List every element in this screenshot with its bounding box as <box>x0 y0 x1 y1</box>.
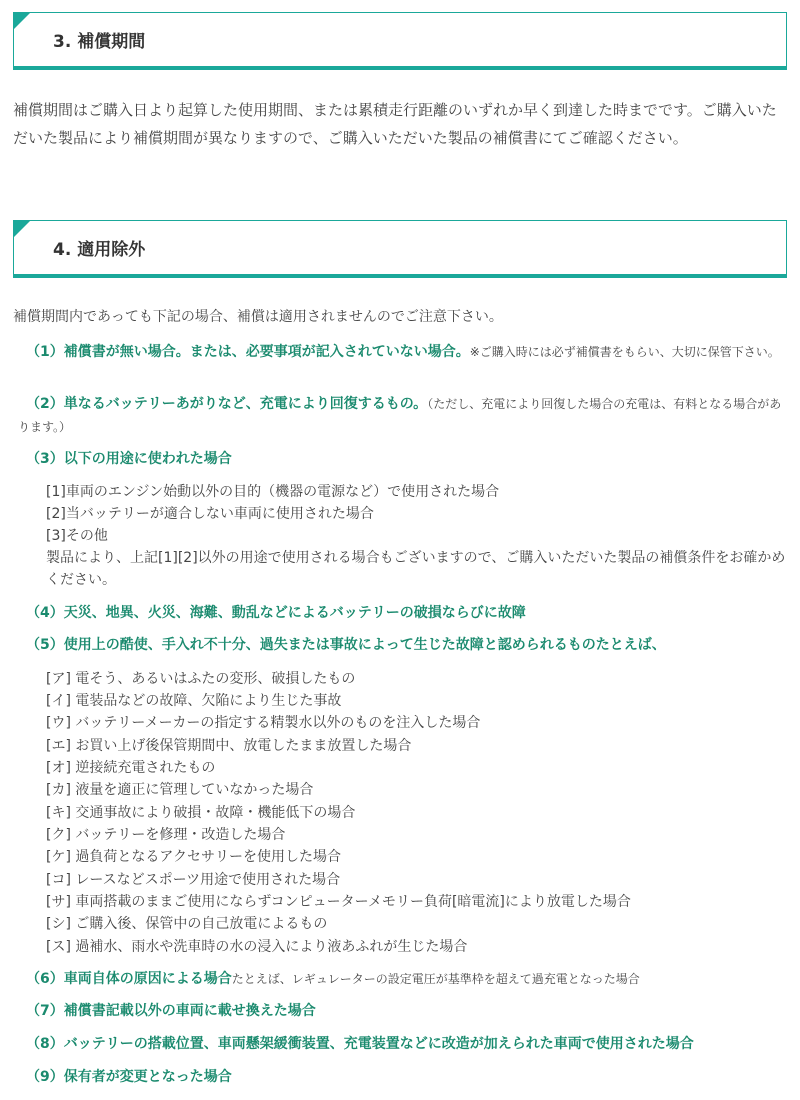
exclusion-item-3 <box>26 448 788 471</box>
exclusion-item-5 <box>26 634 788 657</box>
item-8-heading: （8）バッテリーの搭載位置、車両懸架緩衝装置、充電装置などに改造が加えられた車両で使用された場合 <box>26 1036 694 1052</box>
item-5-sub-i: [イ] 電装品などの故障、欠陥により生じた事故 <box>46 693 342 709</box>
item-7-heading: （7）補償書記載以外の車両に載せ換えた場合 <box>26 1003 316 1019</box>
item-5-sub-ka: [カ] 液量を適正に管理していなかった場合 <box>46 782 314 798</box>
exclusion-item-1 <box>18 341 788 364</box>
item-5-sub-u: [ウ] バッテリーメーカーの指定する精製水以外のものを注入した場合 <box>46 715 481 731</box>
section-4-heading <box>13 220 787 278</box>
exclusion-item-7 <box>26 1000 788 1023</box>
section-3-title: 3. 補償期間 <box>53 32 146 52</box>
exclusion-item-2 <box>18 393 788 439</box>
item-2-heading: （2）単なるバッテリーあがりなど、充電により回復するもの。 <box>26 396 428 412</box>
item-5-sub-ki: [キ] 交通事故により破損・故障・機能低下の場合 <box>46 805 356 821</box>
item-6-note: たとえば、レギュレーターの設定電圧が基準枠を超えて過充電となった場合 <box>231 972 640 986</box>
section-4-title: 4. 適用除外 <box>53 240 146 260</box>
item-5-heading: （5）使用上の酷使、手入れ不十分、過失または事故によって生じた故障と認められるものたとえば、 <box>26 637 666 653</box>
heading-corner-mark <box>13 12 31 30</box>
item-5-sub-sa: [サ] 車両搭載のままご使用にならずコンピューターメモリー負荷[暗電流]により放電した場合 <box>46 894 631 910</box>
item-3-sub-1: [1]車両のエンジン始動以外の目的（機器の電源など）で使用された場合 <box>46 484 500 500</box>
item-5-sub-a: [ア] 電そう、あるいはふたの変形、破損したもの <box>46 671 356 687</box>
item-3-sub-3: [3]その他 <box>46 528 108 544</box>
item-5-sub-ko: [コ] レースなどスポーツ用途で使用された場合 <box>46 872 341 888</box>
item-9-heading: （9）保有者が変更となった場合 <box>26 1069 232 1085</box>
item-3-heading: （3）以下の用途に使われた場合 <box>26 451 232 467</box>
exclusion-item-6 <box>26 968 788 991</box>
item-5-sub-su: [ス] 過補水、雨水や洗車時の水の浸入により液あふれが生じた場合 <box>46 939 468 955</box>
item-1-note: ※ご購入時には必ず補償書をもらい、大切に保管下さい。 <box>469 345 780 359</box>
heading-corner-mark <box>13 220 31 238</box>
item-6-heading: （6）車両自体の原因による場合 <box>26 971 232 987</box>
item-5-sub-ke: [ケ] 過負荷となるアクセサリーを使用した場合 <box>46 849 341 865</box>
item-5-sub-o: [オ] 逆接続充電されたもの <box>46 760 216 776</box>
section-3-heading <box>13 12 787 70</box>
exclusion-item-4 <box>26 602 788 625</box>
item-3-note: 製品により、上記[1][2]以外の用途で使用される場合もございますので、ご購入いただいた製品の補償条件をお確かめください。 <box>46 550 786 588</box>
item-5-sub-e: [エ] お買い上げ後保管期間中、放電したまま放置した場合 <box>46 738 412 754</box>
section-4-lead: 補償期間内であっても下記の場合、補償は適用されませんのでご注意下さい。 <box>13 309 503 325</box>
item-4-heading: （4）天災、地異、火災、海難、動乱などによるバッテリーの破損ならびに故障 <box>26 605 526 621</box>
item-5-sub-ku: [ク] バッテリーを修理・改造した場合 <box>46 827 286 843</box>
item-5-sub-shi: [シ] ご購入後、保管中の自己放電によるもの <box>46 916 328 932</box>
exclusion-item-9 <box>26 1066 788 1089</box>
section-3-body: 補償期間はご購入日より起算した使用期間、または累積走行距離のいずれか早く到達した時までです。ご購入いただいた製品により補償期間が異なりますので、ご購入いただいた製品の補償書にてご確認ください。 <box>13 101 777 147</box>
exclusion-item-8 <box>26 1033 788 1056</box>
item-1-heading: （1）補償書が無い場合。または、必要事項が記入されていない場合。 <box>26 344 470 360</box>
item-2-note: （ただし、充電により回復した場合の充電は、有料となる場合があります。） <box>18 397 782 434</box>
item-3-sub-2: [2]当バッテリーが適合しない車両に使用された場合 <box>46 506 374 522</box>
